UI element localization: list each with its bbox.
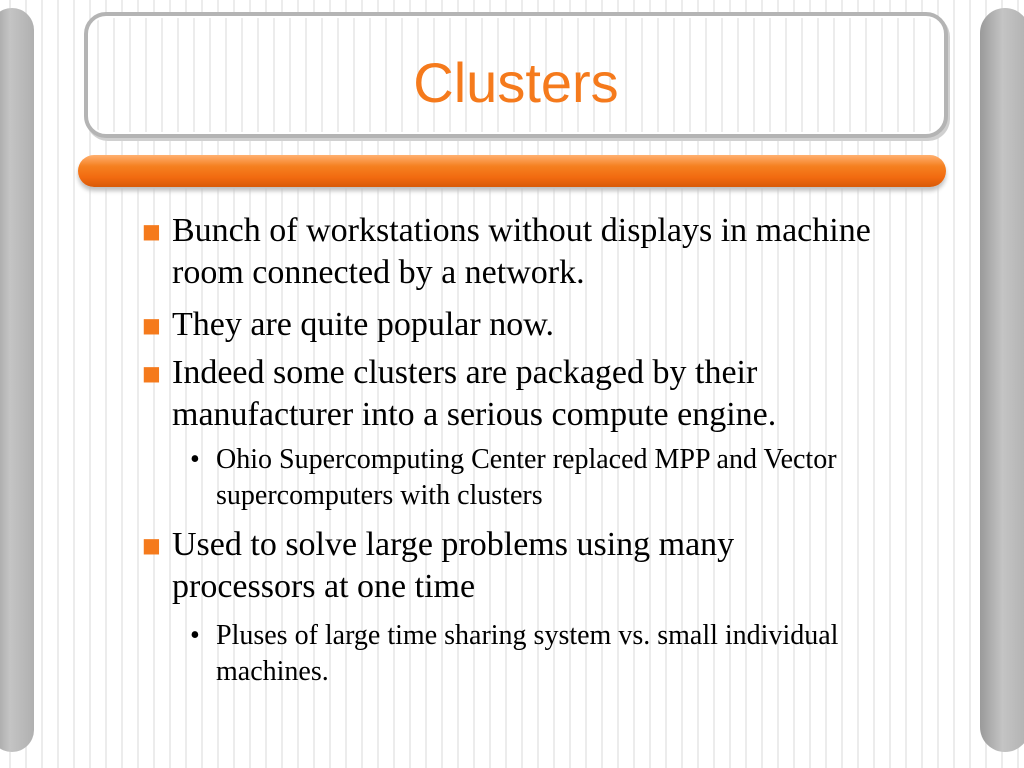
bullet-item — [140, 210, 880, 294]
bullet-list — [140, 210, 880, 690]
square-bullet-icon: ■ — [142, 361, 161, 385]
bullet-text: Bunch of workstations without displays in machine room connected by a network. — [172, 212, 871, 291]
sub-bullet-text: Ohio Supercomputing Center replaced MPP and Vector supercomputers with clusters — [216, 444, 837, 511]
square-bullet-icon: ■ — [142, 533, 161, 557]
bullet-text: They are quite popular now. — [172, 306, 555, 343]
square-bullet-icon: ■ — [142, 313, 161, 337]
left-decorative-bar — [0, 8, 34, 752]
bullet-item — [140, 304, 880, 346]
right-decorative-bar — [980, 8, 1024, 752]
dot-bullet-icon: • — [190, 620, 200, 651]
square-bullet-icon: ■ — [142, 219, 161, 243]
bullet-text: Indeed some clusters are packaged by their manufacturer into a serious compute engine. — [172, 354, 777, 433]
bullet-text: Used to solve large problems using many processors at one time — [172, 526, 735, 605]
slide-title: Clusters — [413, 51, 619, 114]
sub-bullet-item — [140, 618, 880, 690]
sub-bullet-item — [140, 442, 880, 514]
dot-bullet-icon: • — [190, 444, 200, 475]
title-underline-bar — [78, 155, 946, 187]
sub-bullet-text: Pluses of large time sharing system vs. small individual machines. — [216, 620, 839, 687]
bullet-item — [140, 352, 880, 436]
bullet-item — [140, 524, 880, 608]
